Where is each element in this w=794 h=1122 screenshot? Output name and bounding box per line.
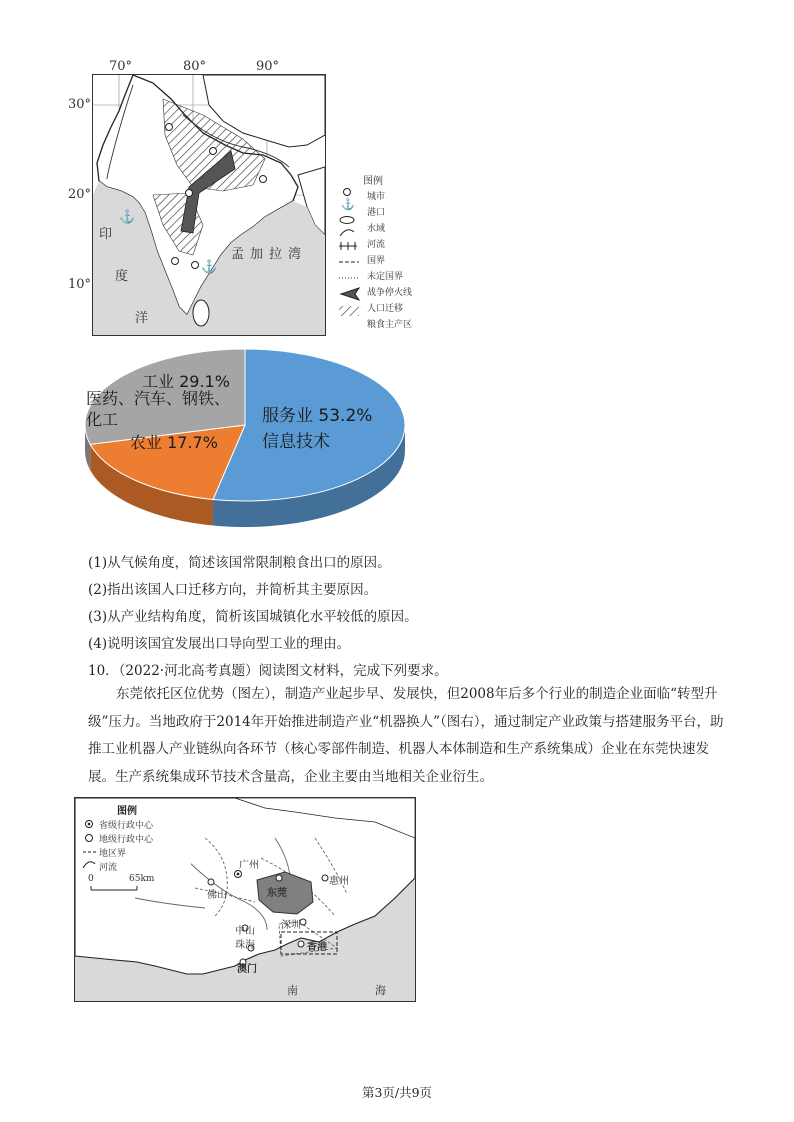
pie-label-industry-sub-2: 化工 xyxy=(86,410,119,429)
legend-item-river: 河流 xyxy=(367,240,386,250)
city-foshan: 佛山 xyxy=(207,890,227,901)
pie-label-industry: 工业 29.1% xyxy=(142,372,230,391)
label-yang: 洋 xyxy=(135,311,149,326)
sea-label-hai: 海 xyxy=(375,984,386,997)
question-10-paragraph xyxy=(88,681,728,791)
label-bay-of-bengal: 孟加拉湾 xyxy=(231,247,308,262)
question-1: (1)从气候角度，简述该国常限制粮食出口的原因。 xyxy=(88,555,391,571)
legend-item-port: 港口 xyxy=(367,208,386,218)
label-du: 度 xyxy=(115,269,129,284)
legend-item-border: 国界 xyxy=(367,256,386,266)
pearl-river-delta-map xyxy=(74,797,416,1002)
legend-item-grain-area: 粮食主产区 xyxy=(367,320,413,330)
india-map-legend xyxy=(335,170,425,340)
question-2: (2)指出该国人口迁移方向，并简析其主要原因。 xyxy=(88,582,378,598)
legend-title: 图例 xyxy=(363,176,383,187)
city-shenzhen: 深圳 xyxy=(281,920,301,931)
legend-item-water: 水域 xyxy=(367,224,386,234)
prd-legend-prefecture-capital: 地级行政中心 xyxy=(99,835,154,845)
page-footer: 第3页/共9页 xyxy=(361,1085,433,1100)
legend-item-migration: 人口迁移 xyxy=(367,304,404,314)
city-macau: 澳门 xyxy=(237,964,257,975)
prd-legend-river: 河流 xyxy=(99,863,118,873)
question-10-paragraph-text: 东莞依托区位优势（图左），制造产业起步早、发展快，但2008年后多个行业的制造企业面临“转型升级”压力。当地政府于2014年开始推进制造产业“机器换人”（图右），通过制定产业政策与搭建服务平台，助推工业机器人产业链纵向各环节（核心零部件制造、机器人本体制造和生产系统集成）企业在东莞快速发展。生产系统集成环节技术含量高，企业主要由当地相关企业衍生。 xyxy=(88,686,724,785)
lat-label-10: 10° xyxy=(68,277,92,292)
prd-legend-title: 图例 xyxy=(117,806,137,817)
india-map-drawing xyxy=(93,75,325,335)
question-3: (3)从产业结构角度，简析该国城镇化水平较低的原因。 xyxy=(88,609,418,625)
india-map-frame xyxy=(92,74,326,336)
guangzhou-capital-dot xyxy=(237,873,240,876)
lat-label-30: 30° xyxy=(68,97,92,112)
legend-item-ceasefire-line: 战争停火线 xyxy=(367,288,413,298)
city-zhongshan: 中山 xyxy=(235,926,255,937)
port-anchor-west: ⚓ xyxy=(119,210,136,225)
svg-text:⚓: ⚓ xyxy=(341,198,355,211)
lon-label-70: 70° xyxy=(109,59,133,74)
legend-item-undetermined-border: 未定国界 xyxy=(367,272,404,282)
city-huizhou: 惠州 xyxy=(329,876,349,887)
industry-pie-chart xyxy=(80,345,410,530)
label-yin: 印 xyxy=(99,227,113,242)
prd-scale-distance: 65km xyxy=(129,874,155,884)
india-map xyxy=(0,0,794,340)
prd-legend-provincial-capital: 省级行政中心 xyxy=(99,821,154,831)
lon-label-90: 90° xyxy=(256,59,280,74)
city-hong-kong: 香港 xyxy=(307,942,327,953)
lat-label-20: 20° xyxy=(68,187,92,202)
lon-label-80: 80° xyxy=(183,59,207,74)
city-zhuhai: 珠海 xyxy=(235,940,255,951)
pie-label-service-sub: 信息技术 xyxy=(262,432,330,452)
city-guangzhou: 广州 xyxy=(239,860,259,871)
question-10-heading: 10．（2022·河北高考真题）阅读图文材料，完成下列要求。 xyxy=(88,663,448,679)
city-dongguan: 东莞 xyxy=(267,888,287,899)
question-4: (4)说明该国宜发展出口导向型工业的理由。 xyxy=(88,636,351,652)
legend-symbols xyxy=(335,186,365,336)
pie-label-industry-sub-1: 医药、汽车、钢铁、 xyxy=(86,389,231,408)
pie-label-service: 服务业 53.2% xyxy=(262,406,373,426)
legend-item-city: 城市 xyxy=(367,192,386,202)
prd-scale-zero: 0 xyxy=(88,874,94,884)
sea-label-nan: 南 xyxy=(287,984,298,997)
pie-label-agriculture: 农业 17.7% xyxy=(130,433,218,452)
prd-legend-district-boundary: 地区界 xyxy=(99,849,127,859)
port-anchor-east: ⚓ xyxy=(201,260,218,275)
sri-lanka xyxy=(193,300,209,326)
